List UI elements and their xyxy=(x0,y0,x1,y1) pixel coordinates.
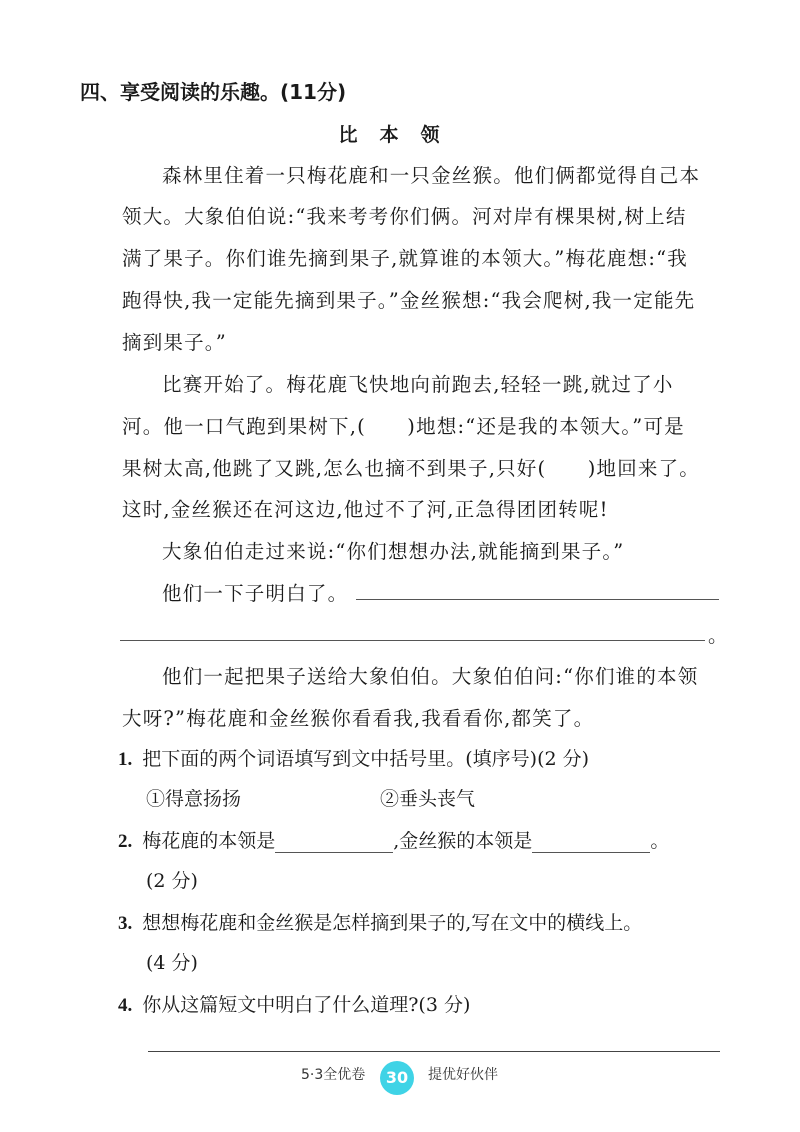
passage-title: 比本领 xyxy=(338,124,462,146)
question-number: 2. xyxy=(118,831,133,852)
passage-line: 他们一起把果子送给大象伯伯。大象伯伯问:“你们谁的本领 xyxy=(162,665,699,688)
answer-blank[interactable] xyxy=(532,832,650,853)
passage-line: 大象伯伯走过来说:“你们想想办法,就能摘到果子。” xyxy=(162,540,625,563)
answer-line-period: 。 xyxy=(708,624,729,647)
passage-line: 摘到果子。” xyxy=(122,331,227,354)
passage-line: 比赛开始了。梅花鹿飞快地向前跑去,轻轻一跳,就过了小 xyxy=(162,373,674,396)
question-text: 把下面的两个词语填写到文中括号里。(填序号)(2 分) xyxy=(142,748,590,770)
section-title: 四、享受阅读的乐趣。(11分) xyxy=(80,80,347,104)
question-text: ,金丝猴的本领是 xyxy=(393,830,533,852)
passage-line: 森林里住着一只梅花鹿和一只金丝猴。他们俩都觉得自己本 xyxy=(162,164,701,187)
footer-slogan: 提优好伙伴 xyxy=(428,1067,498,1083)
passage-line: 大呀?”梅花鹿和金丝猴你看看我,我看看你,都笑了。 xyxy=(122,707,595,730)
passage-line: 果树太高,他跳了又跳,怎么也摘不到果子,只好( )地回来了。 xyxy=(122,457,701,480)
question-3 xyxy=(118,908,642,935)
question-text: 。 xyxy=(650,830,670,852)
page-number: 30 xyxy=(380,1061,414,1095)
passage-line: 这时,金丝猴还在河这边,他过不了河,正急得团团转呢! xyxy=(122,498,609,521)
question-text: 你从这篇短文中明白了什么道理?(3 分) xyxy=(142,994,471,1016)
passage-line: 河。他一口气跑到果树下,( )地想:“还是我的本领大。”可是 xyxy=(122,415,685,438)
question-score: (4 分) xyxy=(146,952,198,974)
question-number: 3. xyxy=(118,913,133,934)
answer-line[interactable] xyxy=(356,599,719,600)
question-number: 4. xyxy=(118,995,133,1016)
question-text: 想想梅花鹿和金丝猴是怎样摘到果子的,写在文中的横线上。 xyxy=(142,912,643,934)
question-2 xyxy=(118,826,669,853)
passage-line: 跑得快,我一定能先摘到果子。”金丝猴想:“我会爬树,我一定能先 xyxy=(122,289,696,312)
passage-line: 满了果子。你们谁先摘到果子,就算谁的本领大。”梅花鹿想:“我 xyxy=(122,247,688,270)
answer-blank[interactable] xyxy=(275,832,393,853)
passage-line: 领大。大象伯伯说:“我来考考你们俩。河对岸有棵果树,树上结 xyxy=(122,205,687,228)
option-1: ①得意扬扬 xyxy=(146,788,242,810)
question-number: 1. xyxy=(118,749,133,770)
question-4 xyxy=(118,990,470,1017)
footer-book-title: 5·3全优卷 xyxy=(301,1067,366,1083)
footer-divider xyxy=(148,1051,720,1052)
option-2: ②垂头丧气 xyxy=(380,788,476,810)
question-1 xyxy=(118,744,589,771)
question-score: (2 分) xyxy=(146,870,198,892)
passage-line: 他们一下子明白了。 xyxy=(162,582,349,605)
answer-line[interactable] xyxy=(120,640,705,641)
question-text: 梅花鹿的本领是 xyxy=(142,830,276,852)
